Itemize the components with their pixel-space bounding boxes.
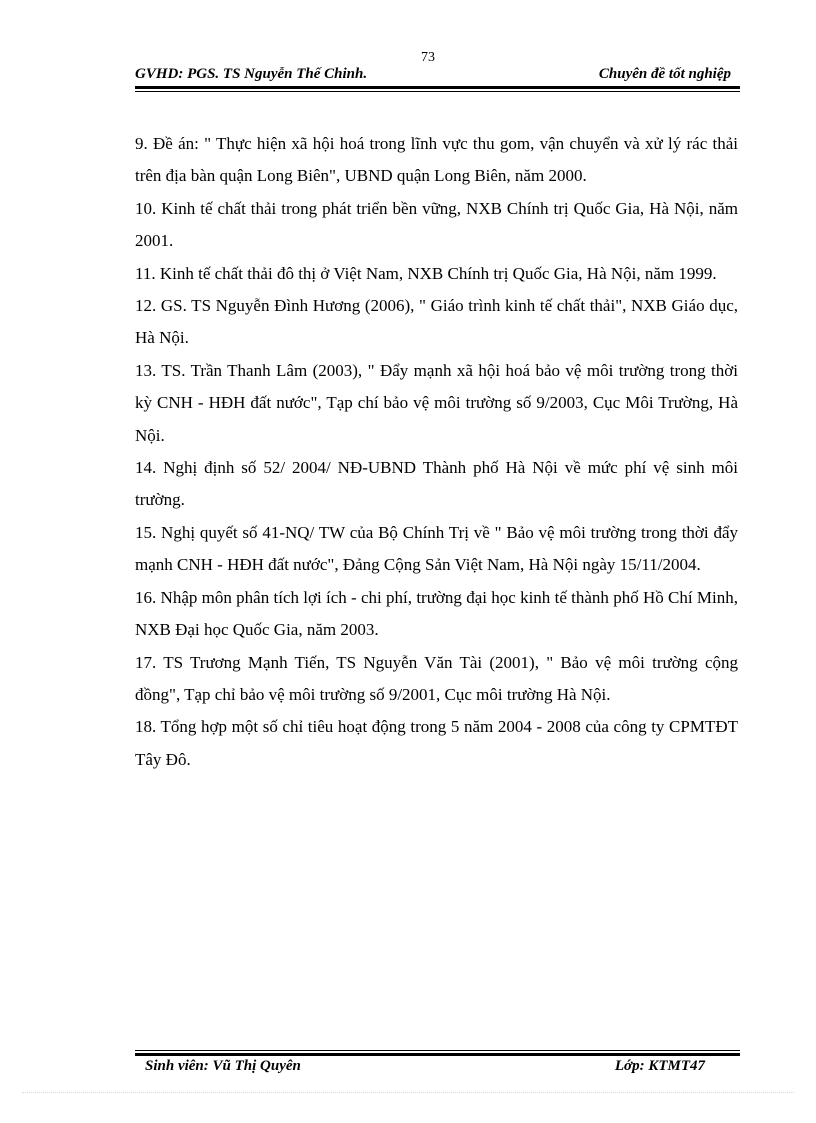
reference-list — [135, 128, 738, 776]
reference-item: 14. Nghị định số 52/ 2004/ NĐ-UBND Thành phố Hà Nội về mức phí vệ sinh môi trường. — [135, 458, 738, 510]
reference-item: 11. Kinh tế chất thải đô thị ở Việt Nam, NXB Chính trị Quốc Gia, Hà Nội, năm 1999. — [135, 263, 717, 283]
reference-item: 15. Nghị quyết số 41-NQ/ TW của Bộ Chính Trị về " Bảo vệ môi trường trong thời đẩy mạnh CNH - HĐH đất nước", Đảng Cộng Sản Việt Nam, Hà Nội ngày 15/11/2004. — [135, 522, 738, 575]
footer-rule-thick — [135, 1053, 740, 1056]
header-doc-type: Chuyên đề tốt nghiệp — [598, 66, 731, 82]
page-number: 73 — [421, 50, 435, 65]
header-supervisor: GVHD: PGS. TS Nguyễn Thế Chinh. — [135, 66, 368, 82]
header-rule-thick — [135, 86, 740, 89]
footer-rule-thin — [135, 1050, 740, 1051]
reference-item: 18. Tổng hợp một số chỉ tiêu hoạt động trong 5 năm 2004 - 2008 của công ty CPMTĐT Tây Đô. — [135, 717, 738, 769]
page-header — [135, 66, 739, 86]
reference-item: 16. Nhập môn phân tích lợi ích - chi phí, trường đại học kinh tế thành phố Hồ Chí Minh, NXB Đại học Quốc Gia, năm 2003. — [135, 587, 738, 640]
page-footer — [145, 1058, 705, 1078]
header-rule-thin — [135, 91, 740, 92]
reference-item: 10. Kinh tế chất thải trong phát triển bền vững, NXB Chính trị Quốc Gia, Hà Nội, năm 2001. — [135, 198, 738, 251]
footer-student: Sinh viên: Vũ Thị Quyên — [145, 1058, 301, 1074]
reference-item: 9. Đề án: " Thực hiện xã hội hoá trong lĩnh vực thu gom, vận chuyển và xử lý rác thải trên địa bàn quận Long Biên", UBND quận Long Biên, năm 2000. — [135, 134, 738, 186]
reference-item: 13. TS. Trần Thanh Lâm (2003), " Đẩy mạnh xã hội hoá bảo vệ môi trường trong thời kỳ CNH - HĐH đất nước", Tạp chí bảo vệ môi trường số 9/2003, Cục Môi Trường, Hà Nội. — [135, 360, 738, 445]
reference-item: 12. GS. TS Nguyễn Đình Hương (2006), " Giáo trình kinh tế chất thải", NXB Giáo dục, Hà Nội. — [135, 296, 738, 348]
page-edge-divider — [22, 1092, 794, 1093]
reference-item: 17. TS Trương Mạnh Tiến, TS Nguyễn Văn Tài (2001), " Bảo vệ môi trường cộng đồng", Tạp chỉ bảo vệ môi trường số 9/2001, Cục môi trường Hà Nội. — [135, 652, 738, 704]
footer-class: Lớp: KTMT47 — [614, 1058, 705, 1074]
